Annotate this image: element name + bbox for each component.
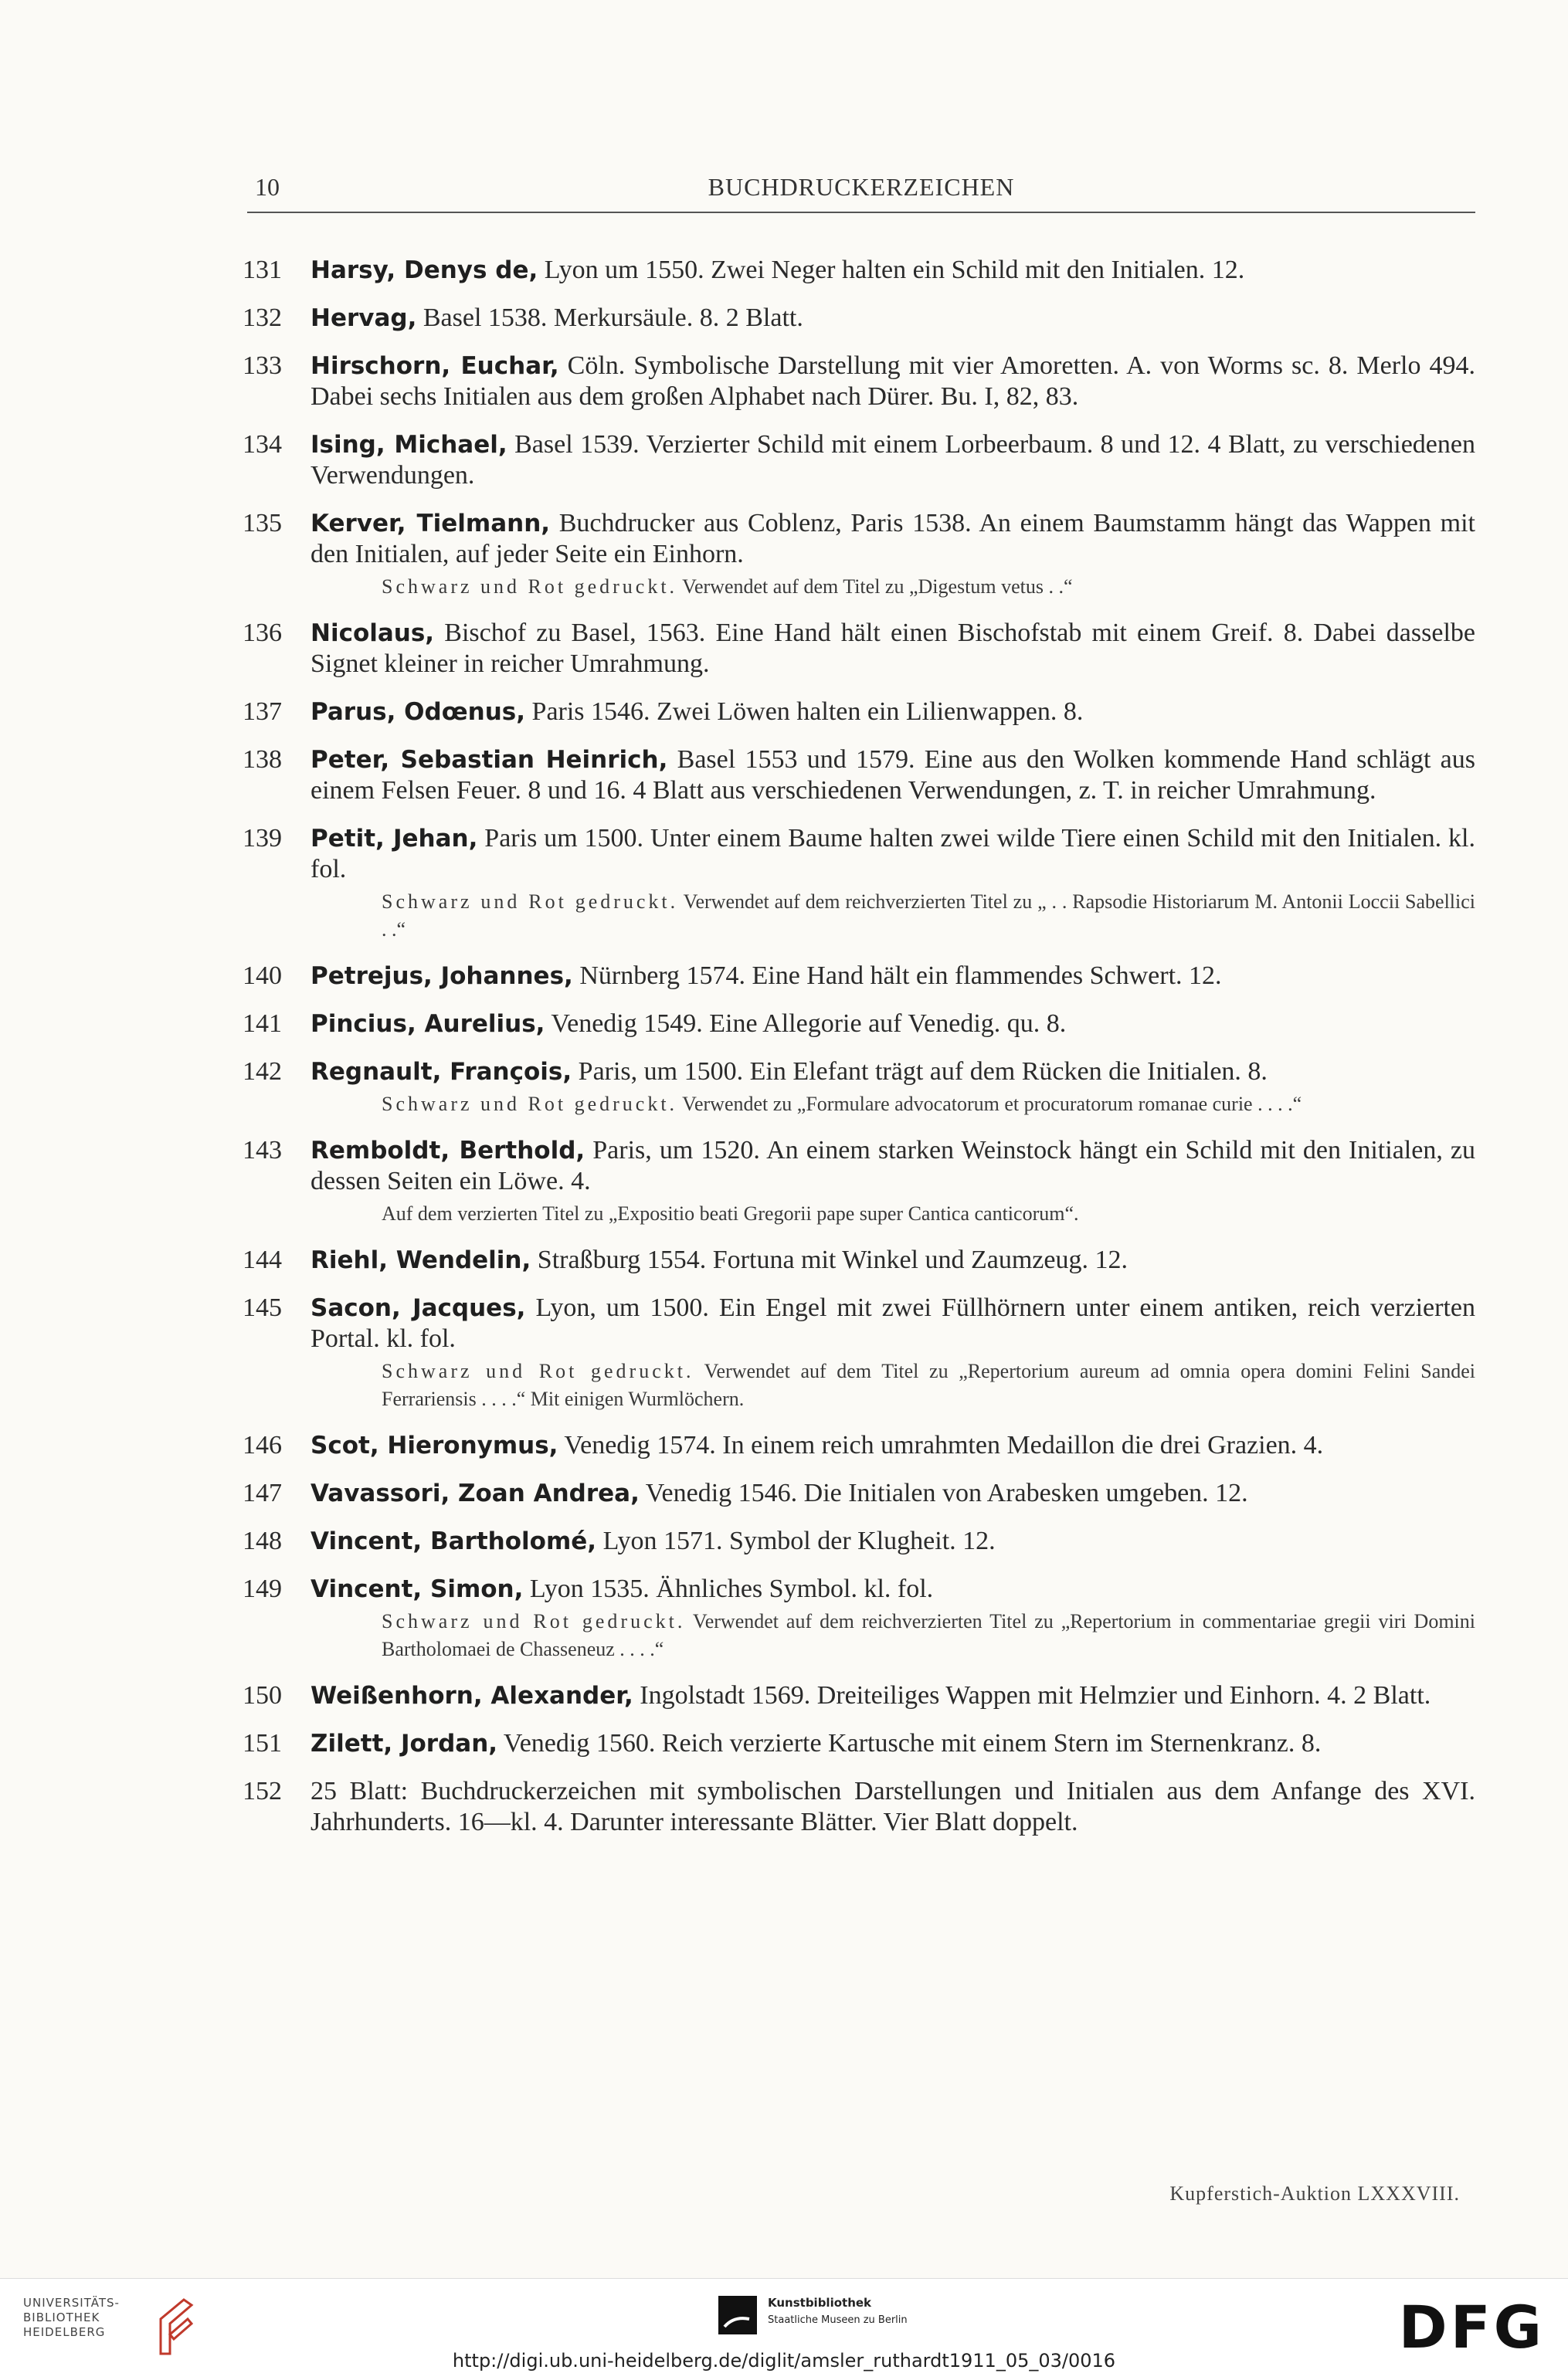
note-text: Verwendet zu „Formulare advocatorum et procuratorum romanae curie . . . .“	[677, 1093, 1302, 1115]
printer-name: Vincent, Simon,	[311, 1575, 524, 1603]
university-name	[23, 2296, 120, 2340]
printer-name: Hervag,	[311, 304, 417, 332]
catalogue-entry	[239, 1293, 1475, 1413]
catalogue-entry	[239, 1056, 1475, 1118]
entry-number: 145	[243, 1293, 282, 1322]
printer-name: Regnault, François,	[311, 1058, 572, 1086]
printer-name: Riehl, Wendelin,	[311, 1246, 531, 1274]
entry-note	[311, 1608, 1475, 1663]
note-print-info: Schwarz und Rot gedruckt.	[382, 1093, 678, 1115]
printer-name: Ising, Michael,	[311, 431, 507, 459]
university-line-1: UNIVERSITÄTS-	[23, 2296, 120, 2310]
permalink-url[interactable]: http://digi.ub.uni-heidelberg.de/diglit/amsler_ruthardt1911_05_03/0016	[452, 2350, 1116, 2372]
printer-name: Harsy, Denys de,	[311, 256, 538, 284]
entry-description: Venedig 1549. Eine Allegorie auf Venedig. qu. 8.	[545, 1009, 1067, 1038]
catalogue-entry	[239, 823, 1475, 944]
entry-number: 132	[243, 303, 282, 332]
note-text: Auf dem verzierten Titel zu „Expositio beati Gregorii pape super Cantica canticorum“.	[382, 1202, 1079, 1225]
entry-number: 138	[243, 745, 282, 774]
kunstbibliothek-name: Kunstbibliothek	[768, 2296, 872, 2310]
entry-description: Lyon 1571. Symbol der Klugheit. 12.	[596, 1527, 996, 1555]
catalogue-entry	[239, 303, 1475, 334]
entry-description: Paris, um 1520. An einem starken Weinstock hängt ein Schild mit den Initialen, zu dessen Seiten ein Löwe. 4.	[311, 1136, 1475, 1195]
catalogue-entry	[239, 697, 1475, 727]
note-print-info: Schwarz und Rot gedruckt.	[382, 1360, 694, 1382]
catalogue-entry	[239, 1574, 1475, 1663]
catalogue-entry	[239, 1245, 1475, 1276]
catalogue-entry	[239, 1776, 1475, 1838]
heidelberg-logo-icon	[153, 2296, 199, 2358]
catalogue-entries	[239, 255, 1475, 1855]
catalogue-entry	[239, 1135, 1475, 1228]
catalogue-entry	[239, 508, 1475, 601]
kunstbibliothek-subtitle: Staatliche Museen zu Berlin	[768, 2314, 908, 2326]
page-number: 10	[255, 173, 280, 201]
entry-description: Lyon, um 1500. Ein Engel mit zwei Füllhörnern unter einem antiken, reich verzierten Portal. kl. fol.	[311, 1293, 1475, 1353]
entry-description: Paris um 1500. Unter einem Baume halten zwei wilde Tiere einen Schild mit den Initialen. kl. fol.	[311, 824, 1475, 883]
printer-name: Hirschorn, Euchar,	[311, 352, 559, 380]
entry-note	[311, 1200, 1475, 1228]
catalogue-entry	[239, 1430, 1475, 1461]
catalogue-entry	[239, 351, 1475, 412]
entry-description: Ingolstadt 1569. Dreiteiliges Wappen mit Helmzier und Einhorn. 4. 2 Blatt.	[633, 1681, 1431, 1710]
entry-description: Basel 1539. Verzierter Schild mit einem Lorbeerbaum. 8 und 12. 4 Blatt, zu verschiedenen Verwendungen.	[311, 430, 1475, 490]
entry-number: 147	[243, 1479, 282, 1507]
entry-number: 140	[243, 961, 282, 990]
entry-description: Basel 1553 und 1579. Eine aus den Wolken kommende Hand schlägt aus einem Felsen Feuer. 8 und 16. 4 Blatt aus verschiedenen Verwendungen, z. T. in reicher Umrahmung.	[311, 745, 1475, 805]
entry-note	[311, 1358, 1475, 1413]
printer-name: Weißenhorn, Alexander,	[311, 1682, 633, 1710]
catalogue-entry	[239, 618, 1475, 680]
catalogue-entry	[239, 961, 1475, 992]
entry-number: 149	[243, 1575, 282, 1603]
entry-description: Bischof zu Basel, 1563. Eine Hand hält einen Bischofstab mit einem Greif. 8. Dabei dasselbe Signet kleiner in reicher Umrahmung.	[311, 619, 1475, 678]
catalogue-entry	[239, 255, 1475, 286]
entry-description: Venedig 1574. In einem reich umrahmten Medaillon die drei Grazien. 4.	[558, 1431, 1324, 1460]
entry-description: Basel 1538. Merkursäule. 8. 2 Blatt.	[416, 303, 803, 332]
heidelberg-logo[interactable]	[23, 2296, 209, 2358]
note-text: Verwendet auf dem reichverzierten Titel zu „Repertorium in commentariae gregii viri Domini Bartholomaei de Chasseneuz . . . .“	[382, 1610, 1475, 1660]
printer-name: Parus, Odœnus,	[311, 698, 526, 726]
printer-name: Vavassori, Zoan Andrea,	[311, 1480, 640, 1507]
catalogue-entry	[239, 429, 1475, 491]
printer-name: Zilett, Jordan,	[311, 1730, 498, 1758]
note-print-info: Schwarz und Rot gedruckt.	[382, 575, 678, 598]
running-title: BUCHDRUCKERZEICHEN	[708, 173, 1015, 201]
printer-name: Petrejus, Johannes,	[311, 962, 573, 990]
entry-number: 141	[243, 1009, 282, 1038]
entry-description: Venedig 1546. Die Initialen von Arabesken umgeben. 12.	[639, 1479, 1248, 1507]
entry-note	[311, 888, 1475, 944]
note-print-info: Schwarz und Rot gedruckt.	[382, 1610, 686, 1632]
entry-number: 150	[243, 1681, 282, 1710]
viewer-bottom-bar	[0, 2278, 1568, 2380]
printer-name: Pincius, Aurelius,	[311, 1010, 545, 1038]
entry-number: 151	[243, 1729, 282, 1758]
entry-number: 136	[243, 619, 282, 647]
note-text: Verwendet auf dem Titel zu „Repertorium aureum ad omnia opera domini Felini Sandei Ferrariensis . . . .“ Mit einigen Wurmlöchern.	[382, 1360, 1475, 1410]
entry-description: Lyon um 1550. Zwei Neger halten ein Schild mit den Initialen. 12.	[538, 256, 1245, 284]
catalogue-entry	[239, 1680, 1475, 1711]
university-line-3: HEIDELBERG	[23, 2325, 106, 2339]
university-line-2: BIBLIOTHEK	[23, 2310, 100, 2324]
entry-description: Lyon 1535. Ähnliches Symbol. kl. fol.	[523, 1575, 934, 1603]
printer-name: Sacon, Jacques,	[311, 1294, 526, 1322]
printer-name: Petit, Jehan,	[311, 825, 478, 853]
entry-description: Paris 1546. Zwei Löwen halten ein Lilienwappen. 8.	[525, 697, 1084, 726]
entry-number: 139	[243, 824, 282, 853]
catalogue-entry	[239, 1728, 1475, 1759]
running-head	[247, 168, 1475, 202]
entry-note	[311, 573, 1475, 601]
entry-description: Paris, um 1500. Ein Elefant trägt auf dem Rücken die Initialen. 8.	[572, 1057, 1268, 1086]
catalogue-entry	[239, 744, 1475, 806]
dfg-logo[interactable]: DFG	[1398, 2293, 1545, 2361]
entry-description: Buchdrucker aus Coblenz, Paris 1538. An einem Baumstamm hängt das Wappen mit den Initialen, auf jeder Seite ein Einhorn.	[311, 509, 1475, 568]
printer-name: Peter, Sebastian Heinrich,	[311, 746, 668, 774]
printer-name: Vincent, Bartholomé,	[311, 1527, 597, 1555]
entry-number: 148	[243, 1527, 282, 1555]
printer-name: Remboldt, Berthold,	[311, 1137, 585, 1165]
entry-note	[311, 1090, 1475, 1118]
entry-number: 137	[243, 697, 282, 726]
kunstbibliothek-logo[interactable]	[718, 2296, 996, 2342]
printer-name: Nicolaus,	[311, 619, 435, 647]
entry-number: 144	[243, 1246, 282, 1274]
entry-number: 143	[243, 1136, 282, 1165]
entry-description: Nürnberg 1574. Eine Hand hält ein flammendes Schwert. 12.	[572, 961, 1222, 990]
entry-description: Venedig 1560. Reich verzierte Kartusche mit einem Stern im Sternenkranz. 8.	[497, 1729, 1322, 1758]
note-print-info: Schwarz und Rot gedruckt.	[382, 890, 679, 913]
entry-number: 152	[243, 1777, 282, 1805]
header-rule	[247, 212, 1475, 213]
entry-number: 146	[243, 1431, 282, 1460]
note-text: Verwendet auf dem Titel zu „Digestum vetus . .“	[677, 575, 1073, 598]
catalogue-entry	[239, 1526, 1475, 1557]
note-text: Verwendet auf dem reichverzierten Titel zu „ . . Rapsodie Historiarum M. Antonii Loccii Sabellici . .“	[382, 890, 1476, 941]
entry-number: 131	[243, 256, 282, 284]
entry-description: Cöln. Symbolische Darstellung mit vier Amoretten. A. von Worms sc. 8. Merlo 494. Dabei sechs Initialen aus dem großen Alphabet nach Dürer. Bu. I, 82, 83.	[311, 351, 1475, 411]
auction-footer: Kupferstich-Auktion LXXXVIII.	[1169, 2182, 1460, 2205]
entry-number: 135	[243, 509, 282, 537]
entry-number: 134	[243, 430, 282, 459]
catalogue-entry	[239, 1009, 1475, 1039]
entry-description: Straßburg 1554. Fortuna mit Winkel und Zaumzeug. 12.	[531, 1246, 1128, 1274]
printer-name: Kerver, Tielmann,	[311, 510, 551, 537]
printer-name: Scot, Hieronymus,	[311, 1432, 558, 1460]
kunstbibliothek-logo-icon	[718, 2296, 757, 2334]
entry-number: 142	[243, 1057, 282, 1086]
catalogue-entry	[239, 1478, 1475, 1509]
entry-description: 25 Blatt: Buchdruckerzeichen mit symbolischen Darstellungen und Initialen aus dem Anfange des XVI. Jahrhunderts. 16—kl. 4. Darunter interessante Blätter. Vier Blatt doppelt.	[311, 1777, 1475, 1836]
entry-number: 133	[243, 351, 282, 380]
